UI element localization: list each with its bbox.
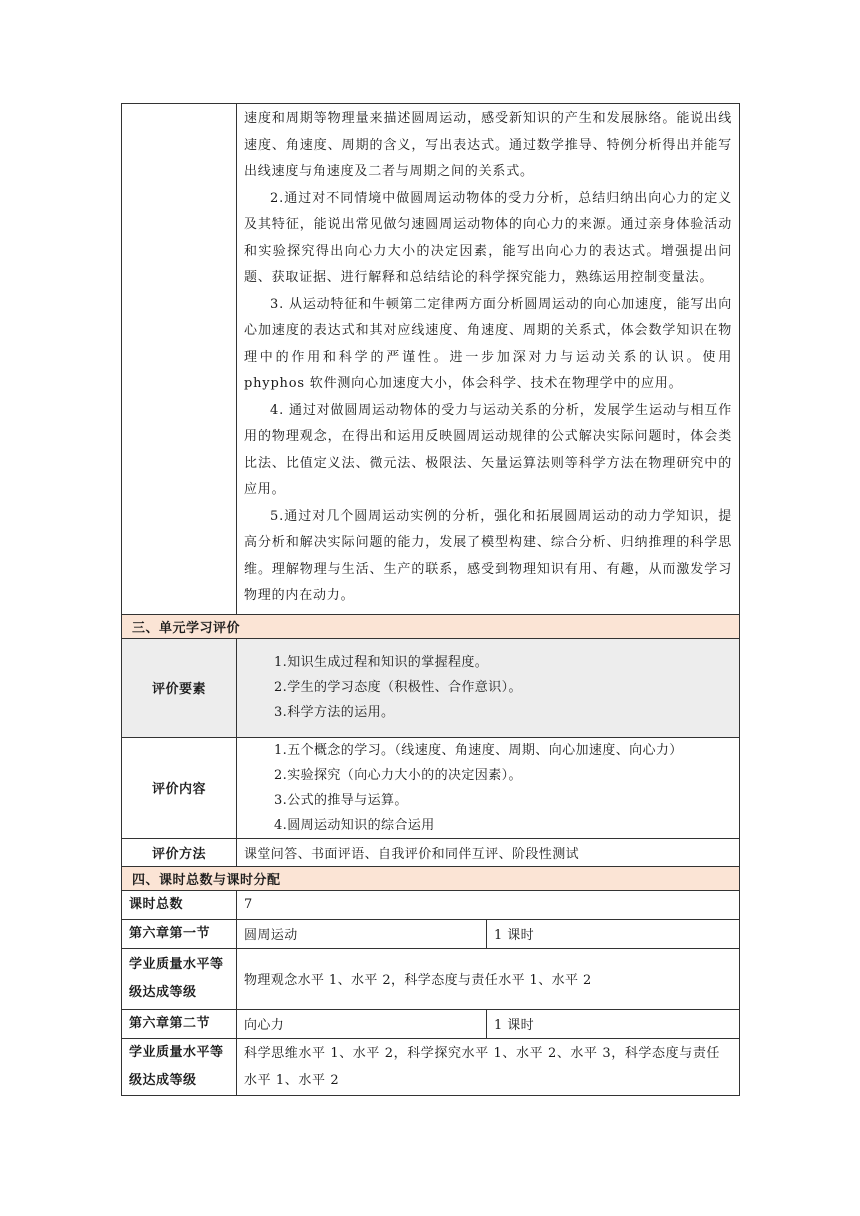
quality-value: 科学思维水平 1、水平 2，科学探究水平 1、水平 2、水平 3，科学态度与责任水平 1、水平 2 [237,1038,740,1095]
total-hours-label: 课时总数 [122,890,237,919]
lesson-row [122,919,740,948]
chapter-label: 第六章第一节 [122,919,237,948]
quality-label: 学业质量水平等级达成等级 [122,948,237,1009]
objective-paragraph: 2.通过对不同情境中做圆周运动物体的受力分析，总结归纳出向心力的定义及其特征，能说出常见做匀速圆周运动物体的向心力的来源。通过亲身体验活动和实验探究得出向心力大小的决定因素，能写出向心力的表达式。增强提出问题、获取证据、进行解释和总结结论的科学探究能力，熟练运用控制变量法。 [244,190,733,285]
evaluation-elements-row [122,638,740,737]
quality-label: 学业质量水平等级达成等级 [122,1038,237,1095]
total-hours-value: 7 [237,890,740,919]
quality-row [122,948,740,1009]
evaluation-content-list [237,737,740,838]
objective-paragraph: 4. 通过对做圆周运动物体的受力与运动关系的分析，发展学生运动与相互作用的物理观念，在得出和运用反映圆周运动规律的公式解决实际问题时，体会类比法、比值定义法、微元法、极限法、矢量运算法则等科学方法在物理研究中的应用。 [244,402,733,497]
lesson-hours: 1 课时 [487,1009,740,1038]
list-item: 1.五个概念的学习。（线速度、角速度、周期、向心加速度、向心力） [274,742,683,758]
section-title: 四、课时总数与课时分配 [122,866,740,890]
lesson-topic: 向心力 [237,1009,487,1038]
section-title: 三、单元学习评价 [122,614,740,638]
objective-paragraph: 3. 从运动特征和牛顿第二定律两方面分析圆周运动的向心加速度，能写出向心加速度的表达式和其对应线速度、角速度、周期的关系式，体会数学知识在物理中的作用和科学的严谨性。进一步加深对力与运动关系的认识。使用 phyphos 软件测向心加速度大小，体会科学、技术在物理学中的应用。 [244,296,733,391]
evaluation-elements-label: 评价要素 [122,638,237,737]
section-heading-hours [122,866,740,890]
evaluation-method-label: 评价方法 [122,838,237,866]
list-item: 2.实验探究（向心力大小的的决定因素）。 [274,767,522,783]
lesson-hours: 1 课时 [487,919,740,948]
quality-value: 物理观念水平 1、水平 2，科学态度与责任水平 1、水平 2 [237,948,740,1009]
objective-paragraph: 速度和周期等物理量来描述圆周运动，感受新知识的产生和发展脉络。能说出线速度、角速度、周期的含义，写出表达式。通过数学推导、特例分析得出并能写出线速度与角速度及二者与周期之间的关系式。 [244,111,733,179]
objectives-cell [237,104,740,615]
lesson-row [122,1009,740,1038]
objectives-label-cell [122,104,237,615]
list-item: 3.公式的推导与运算。 [274,792,408,808]
evaluation-content-label: 评价内容 [122,737,237,838]
list-item: 1.知识生成过程和知识的掌握程度。 [274,655,489,670]
list-item: 2.学生的学习态度（积极性、合作意识）。 [274,680,522,695]
unit-plan-table [121,103,740,1096]
objectives-row [122,104,740,615]
evaluation-method-row [122,838,740,866]
objective-paragraph: 5.通过对几个圆周运动实例的分析，强化和拓展圆周运动的动力学知识，提高分析和解决实际问题的能力，发展了模型构建、综合分析、归纳推理的科学思维。理解物理与生活、生产的联系，感受到物理知识有用、有趣，从而激发学习物理的内在动力。 [244,508,733,603]
lesson-topic: 圆周运动 [237,919,487,948]
evaluation-content-row [122,737,740,838]
total-hours-row [122,890,740,919]
list-item: 4.圆周运动知识的综合运用 [274,817,435,833]
section-heading-evaluation [122,614,740,638]
list-item: 3.科学方法的运用。 [274,705,395,720]
evaluation-method-value: 课堂问答、书面评语、自我评价和同伴互评、阶段性测试 [237,838,740,866]
chapter-label: 第六章第二节 [122,1009,237,1038]
evaluation-elements-list [237,638,740,737]
quality-row [122,1038,740,1095]
